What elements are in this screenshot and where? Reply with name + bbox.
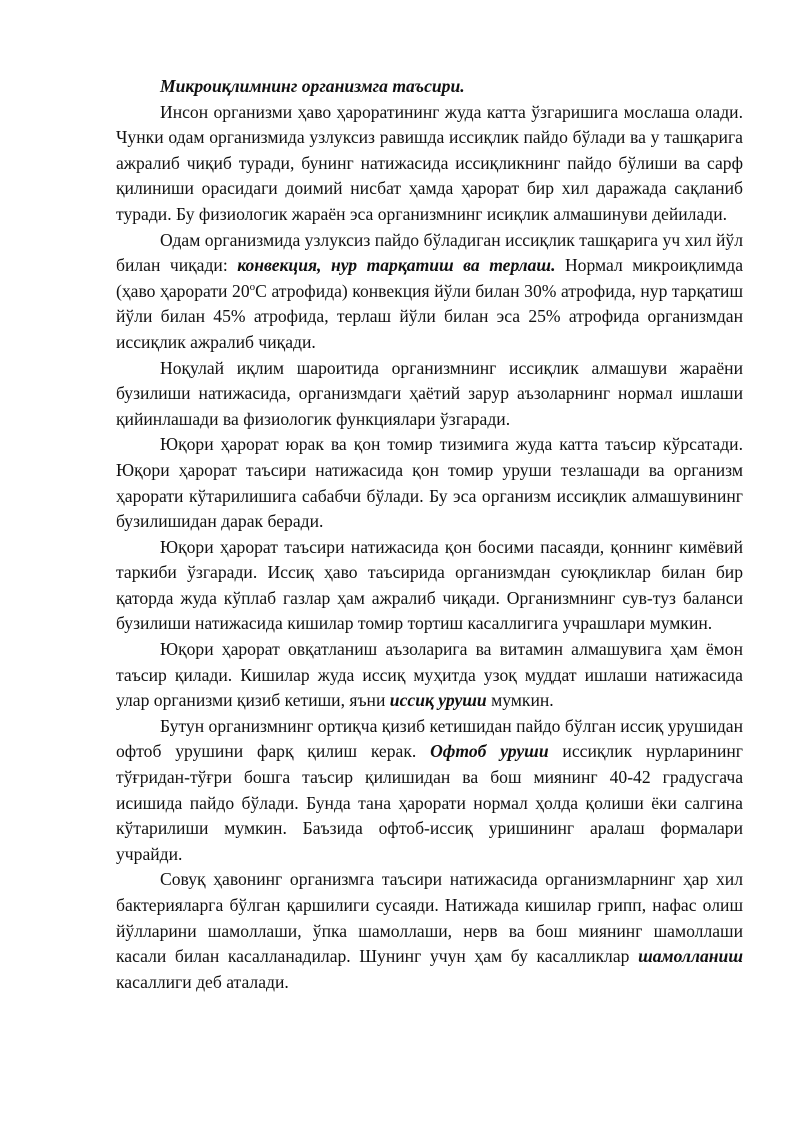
paragraph-7	[116, 714, 743, 868]
paragraph-1-text: Инсон организми ҳаво ҳароратининг жуда катта ўзгаришига мослаша олади. Чунки одам организмида узлуксиз равишда иссиқлик пайдо бўлади ва у ташқарига ажралиб чиқиб туради, бунинг натижасида иссиқликнинг пайдо бўлиши ва сарф қилиниши орасидаги доимий нисбат ҳамда ҳарорат бир хил даражада сақланиб туради. Бу физиологик жараён эса организмнинг исиқлик алмашинуви дейилади.	[116, 101, 743, 224]
paragraph-7-text-a: Бутун организмнинг ортиқча қизиб кетишидан пайдо бўлган иссиқ урушидан офтоб урушини фарқ қилиш керак.	[116, 715, 743, 762]
paragraph-6	[116, 637, 743, 714]
paragraph-8-text-a: Совуқ ҳавонинг организмга таъсири натижасида организмларнинг ҳар хил бактерияларга бўлган қаршилиги сусаяди. Натижада кишилар грипп, нафас олиш йўлларини шамоллаши, ўпка шамоллаши, нерв ва бош миянинг шамоллаши касали билан касалланадилар. Шунинг учун ҳам бу касалликлар	[116, 869, 743, 967]
paragraph-5-text: Юқори ҳарорат таъсири натижасида қон босими пасаяди, қоннинг кимёвий таркиби ўзгаради. Иссиқ ҳаво таъсирида организмдан суюқликлар билан бир қаторда жуда кўплаб газлар ҳам ажралиб чиқади. Организмнинг сув-туз баланси бузилиши натижасида кишилар томир тортиш касаллигига учрашлари мумкин.	[116, 536, 743, 634]
paragraph-4	[116, 432, 743, 534]
paragraph-8-text-b: касаллиги деб аталади.	[116, 971, 289, 992]
paragraph-2-text-a: Одам организмида узлуксиз пайдо бўладиган иссиқлик ташқарига уч хил йўл билан чиқади:	[116, 229, 743, 276]
heat-transfer-methods-emphasis: конвекция, нур тарқатиш ва терлаш.	[237, 255, 556, 276]
degree-superscript: о	[249, 280, 256, 293]
heat-stroke-emphasis: иссиқ уруши	[389, 690, 487, 711]
paragraph-6-text-b: мумкин.	[486, 690, 554, 711]
sunstroke-emphasis: Офтоб уруши	[430, 741, 549, 762]
paragraph-1	[116, 100, 743, 228]
paragraph-2-text-b: Нормал микроиқлимда (ҳаво ҳарорати 20	[116, 255, 743, 301]
paragraph-2	[116, 228, 743, 356]
paragraph-8	[116, 867, 743, 995]
paragraph-2-text-c: С атрофида) конвекция йўли билан 30% атрофида, нур тарқатиш йўли билан 45% атрофида, терлаш йўли билан эса 25% атрофида организмдан иссиқлик ажралиб чиқади.	[116, 280, 743, 352]
paragraph-5	[116, 535, 743, 637]
paragraph-4-text: Юқори ҳарорат юрак ва қон томир тизимига жуда катта таъсир кўрсатади. Юқори ҳарорат таъсири натижасида қон томир уруши тезлашади ва организм ҳарорати кўтарилишига сабабчи бўлади. Бу эса организм иссиқлик алмашувининг бузилишидан дарак беради.	[116, 434, 743, 532]
paragraph-3-text: Ноқулай иқлим шароитида организмнинг иссиқлик алмашуви жараёни бузилиши натижасида, организмдаги ҳаётий зарур аъзоларнинг нормал ишлаши қийинлашади ва физиологик функциялари ўзгаради.	[116, 357, 743, 429]
paragraph-3	[116, 356, 743, 433]
paragraph-7-text-b: иссиқлик нурларининг тўғридан-тўғри бошга таъсир қилишидан ва бош миянинг 40-42 градусгача исишида пайдо бўлади. Бунда тана ҳарорати нормал ҳолда қолиши ёки салгина кўтарилиши мумкин. Баъзида офтоб-иссиқ уришининг аралаш формалари учрайди.	[116, 741, 744, 864]
document-page	[116, 74, 743, 995]
cold-illness-emphasis: шамолланиш	[638, 946, 743, 967]
section-heading: Микроиқлимнинг организмга таъсири.	[160, 76, 465, 96]
paragraph-6-text-a: Юқори ҳарорат овқатланиш аъзоларига ва витамин алмашувига ҳам ёмон таъсир қилади. Кишилар жуда иссиқ муҳитда узоқ муддат ишлаши натижасида улар организми қизиб кетиши, яъни	[116, 639, 743, 711]
